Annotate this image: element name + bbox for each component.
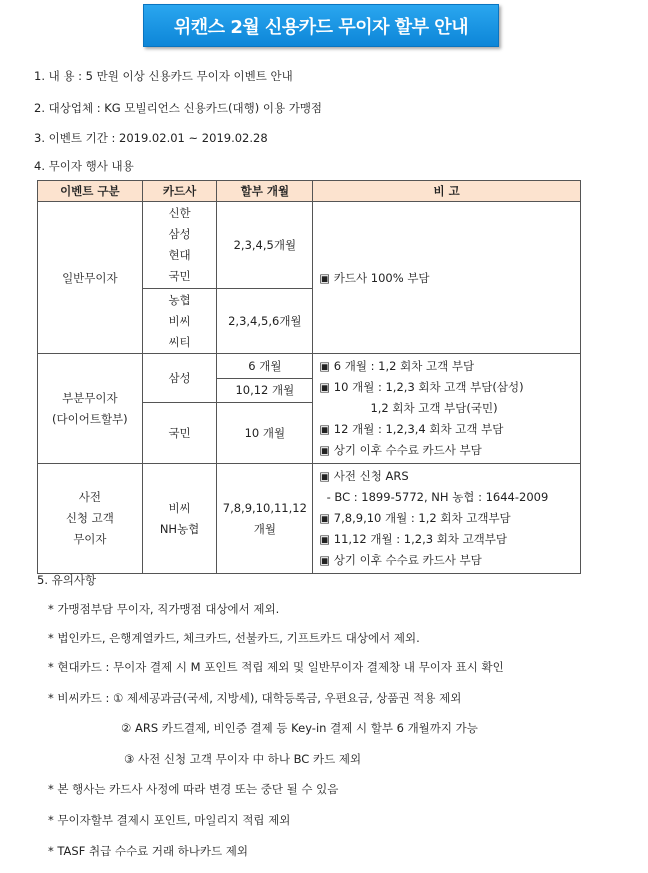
note-line: ▣ 7,8,9,10 개월 : 1,2 회차 고객부담 — [319, 511, 511, 525]
card-name: 현대 — [168, 248, 191, 262]
item-content: 1. 내 용 : 5 만원 이상 신용카드 무이자 이벤트 안내 — [34, 69, 293, 83]
note-item: ② ARS 카드결제, 비인증 결제 등 Key-in 결제 시 할부 6 개월까지 가능 — [121, 721, 478, 735]
pre-notes — [313, 464, 581, 574]
pre-label-line: 사전 — [78, 490, 101, 504]
card-name: 씨티 — [168, 334, 191, 349]
item-target: 2. 대상업체 : KG 모빌리언스 신용카드(대행) 이용 가맹점 — [34, 101, 323, 115]
note-item: * 본 행사는 카드사 사정에 따라 변경 또는 중단 될 수 있음 — [48, 782, 339, 796]
partial-card-kookmin: 국민 — [142, 403, 217, 464]
note-line: ▣ 상기 이후 수수료 카드사 부담 — [319, 443, 482, 457]
note-item: * 무이자할부 결제시 포인트, 마일리지 적립 제외 — [48, 813, 291, 827]
table-row — [38, 464, 581, 574]
note-item: ③ 사전 신청 고객 무이자 中 하나 BC 카드 제외 — [124, 752, 362, 766]
note-item: * TASF 취급 수수료 거래 하나카드 제외 — [48, 844, 249, 858]
note-line: ▣ 사전 신청 ARS — [319, 469, 409, 483]
pre-cards — [142, 464, 217, 574]
table-row — [38, 202, 581, 289]
note-line: ▣ 12 개월 : 1,2,3,4 회차 고객 부담 — [319, 422, 504, 436]
header-months: 할부 개월 — [217, 181, 313, 202]
item-period: 3. 이벤트 기간 : 2019.02.01 ~ 2019.02.28 — [34, 131, 268, 145]
card-name: 신한 — [168, 206, 191, 220]
card-name: 삼성 — [168, 227, 191, 241]
table-row — [38, 354, 581, 379]
pre-label-line: 무이자 — [73, 532, 107, 546]
partial-label-line: 부분무이자 — [62, 390, 118, 405]
note-line: - BC : 1899-5772, NH 농협 : 1644-2009 — [319, 490, 549, 504]
note-line: ▣ 10 개월 : 1,2,3 회차 고객 부담(삼성) — [319, 380, 524, 394]
card-name: 비씨 — [168, 500, 191, 515]
partial-label — [38, 354, 143, 464]
table-header-row — [38, 181, 581, 202]
partial-months-b: 10,12 개월 — [217, 378, 313, 403]
note-line: ▣ 6 개월 : 1,2 회차 고객 부담 — [319, 359, 475, 373]
card-name: 국민 — [168, 269, 191, 283]
card-name: NH농협 — [159, 521, 200, 536]
header-remarks: 비 고 — [313, 181, 581, 202]
note-item: * 현대카드 : 무이자 결제 시 M 포인트 적립 제외 및 일반무이자 결제창 내 무이자 표시 확인 — [48, 660, 504, 674]
note-line: 1,2 회차 고객 부담(국민) — [319, 401, 498, 415]
card-name: 농협 — [168, 292, 191, 307]
pre-months — [217, 464, 313, 574]
general-cards-1 — [142, 202, 217, 289]
page-title: 위캔스 2월 신용카드 무이자 할부 안내 — [143, 4, 499, 47]
note-item: * 법인카드, 은행계열카드, 체크카드, 선불카드, 기프트카드 대상에서 제외. — [48, 631, 420, 645]
partial-label-line: (다이어트할부) — [52, 411, 128, 426]
general-cards-2 — [142, 289, 217, 354]
note-line: ▣ 11,12 개월 : 1,2,3 회차 고객부담 — [319, 532, 508, 546]
note-item: * 가맹점부담 무이자, 직가맹점 대상에서 제외. — [48, 602, 280, 616]
section-precautions: 5. 유의사항 — [37, 573, 97, 587]
partial-notes — [313, 354, 581, 464]
pre-label-line: 신청 고객 — [65, 511, 114, 525]
partial-card-samsung: 삼성 — [142, 354, 217, 403]
months-line: 개월 — [253, 521, 276, 536]
partial-months-c: 10 개월 — [217, 403, 313, 464]
note-item: * 비씨카드 : ① 제세공과금(국세, 지방세), 대학등록금, 우편요금, 상품권 적용 제외 — [48, 691, 462, 705]
general-months-1: 2,3,4,5개월 — [217, 202, 313, 289]
general-months-2: 2,3,4,5,6개월 — [217, 289, 313, 354]
general-note: ▣ 카드사 100% 부담 — [313, 202, 581, 354]
general-label: 일반무이자 — [38, 202, 143, 354]
item-event-details: 4. 무이자 행사 내용 — [34, 159, 134, 173]
header-card-company: 카드사 — [142, 181, 217, 202]
months-line: 7,8,9,10,11,12 — [222, 500, 307, 515]
card-name: 비씨 — [168, 313, 191, 328]
pre-label — [38, 464, 143, 574]
header-event-type: 이벤트 구분 — [38, 181, 143, 202]
partial-months-a: 6 개월 — [217, 354, 313, 379]
note-line: ▣ 상기 이후 수수료 카드사 부담 — [319, 553, 482, 567]
installment-table — [37, 180, 581, 574]
